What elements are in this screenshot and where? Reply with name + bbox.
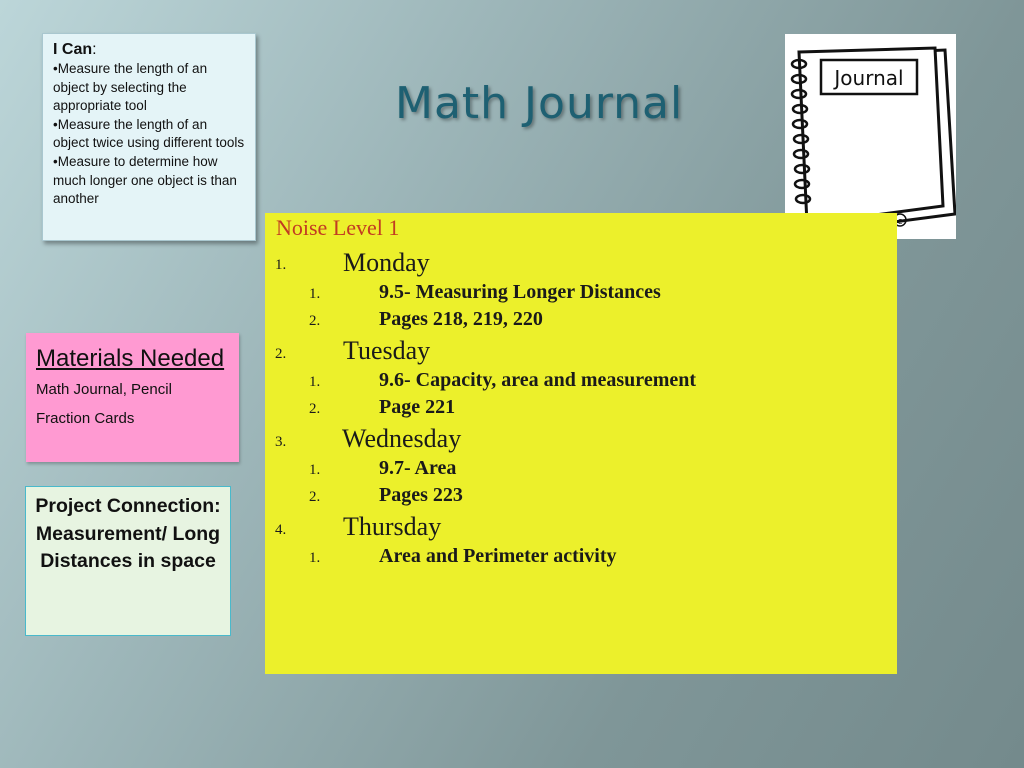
day-name: Monday [343, 248, 430, 277]
day-name: Tuesday [343, 336, 431, 365]
weekly-agenda [265, 213, 897, 674]
day-name: Thursday [343, 512, 442, 541]
list-number: 1. [309, 462, 321, 478]
i-can-heading: I Can: [53, 41, 97, 58]
materials-line: Fraction Cards [36, 410, 135, 427]
day-name: Wednesday [342, 424, 462, 453]
list-number: 1. [309, 374, 321, 390]
agenda-item-text: Area and Perimeter activity [379, 545, 617, 567]
slide-title: Math Journal [395, 78, 684, 129]
i-can-box [42, 33, 256, 241]
agenda-item-text: 9.6- Capacity, area and measurement [379, 369, 697, 391]
i-can-item: •Measure to determine how much longer one object is than another [53, 153, 237, 207]
spiral-notebook-icon [785, 34, 956, 239]
agenda-item-text: 9.7- Area [379, 457, 457, 479]
agenda-item-text: Page 221 [379, 396, 456, 418]
list-number: 2. [309, 313, 321, 329]
materials-box [26, 333, 239, 462]
journal-label: Journal [834, 66, 904, 90]
i-can-item: •Measure the length of an object by selecting the appropriate tool [53, 61, 208, 114]
materials-title: Materials Needed [36, 345, 225, 372]
list-number: 1. [309, 286, 321, 302]
list-number: 1. [309, 550, 321, 566]
agenda-item-text: 9.5- Measuring Longer Distances [379, 281, 661, 303]
noise-level: Noise Level 1 [276, 215, 400, 240]
svg-text:c: c [897, 217, 903, 227]
list-number: 1. [275, 257, 287, 273]
agenda-item-text: Pages 218, 219, 220 [379, 308, 543, 330]
list-number: 2. [275, 346, 287, 362]
list-number: 3. [275, 434, 287, 450]
project-connection-box [25, 486, 231, 636]
list-number: 2. [309, 489, 321, 505]
agenda-item-text: Pages 223 [379, 484, 463, 506]
list-number: 2. [309, 401, 321, 417]
journal-image [785, 34, 956, 239]
materials-line: Math Journal, Pencil [36, 381, 172, 398]
project-connection-text: Project Connection: Measurement/ Long Distances in space [35, 495, 221, 572]
i-can-item: •Measure the length of an object twice using different tools [53, 116, 245, 151]
list-number: 4. [275, 522, 287, 538]
